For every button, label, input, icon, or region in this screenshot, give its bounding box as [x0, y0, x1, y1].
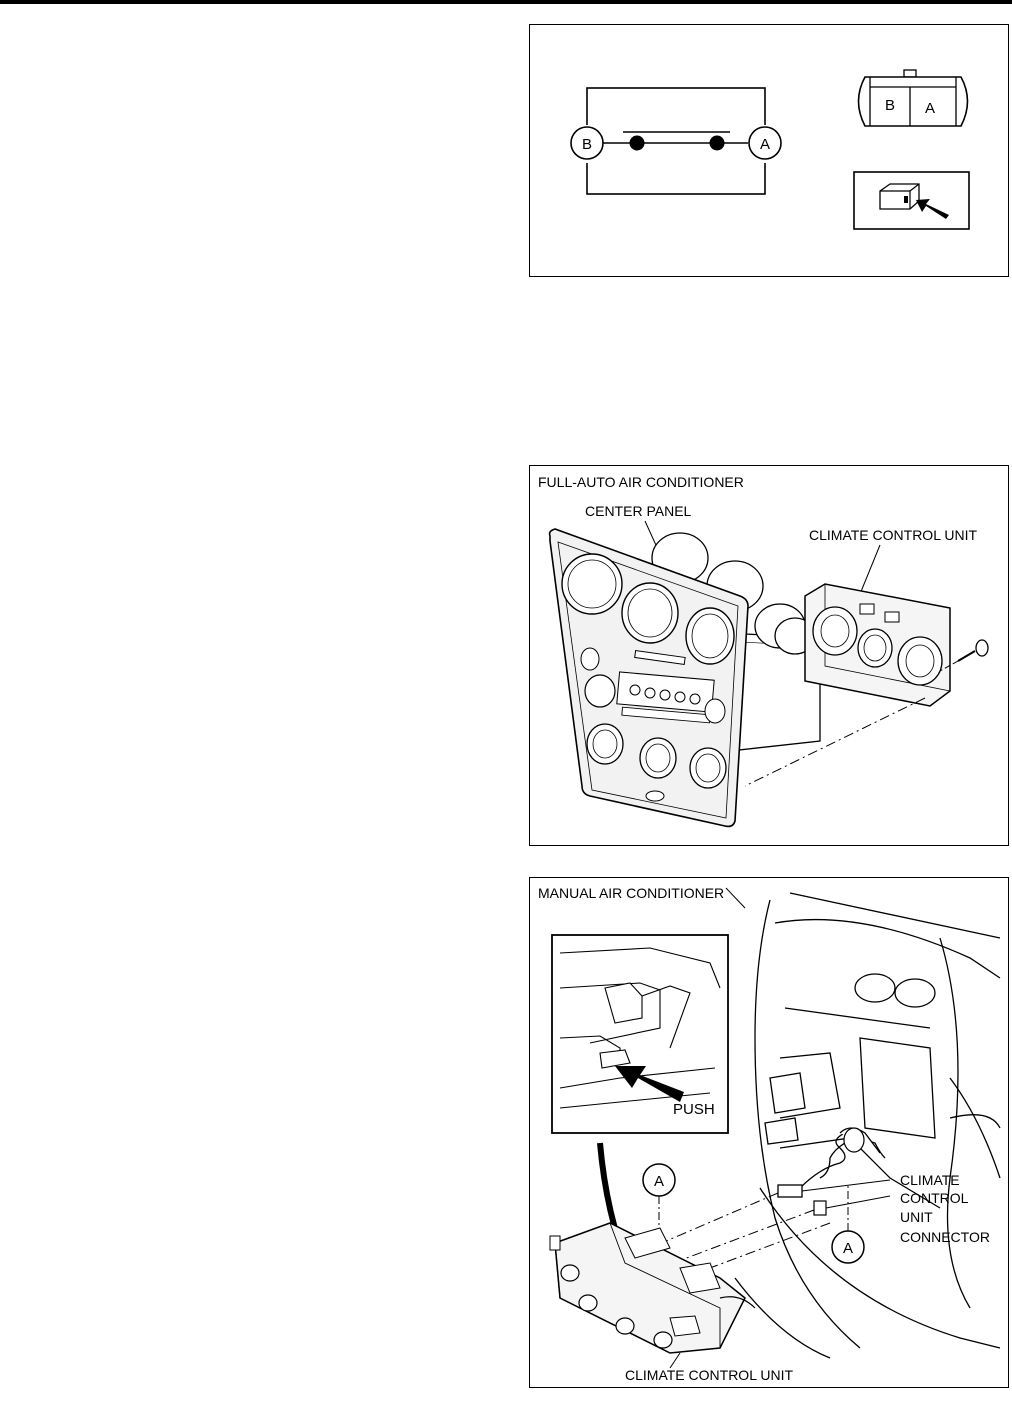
connector-label-line2: CONTROL [900, 1190, 969, 1206]
terminal-b-label: B [581, 136, 593, 153]
dashboard-opening [735, 893, 1000, 1358]
climate-control-unit [805, 584, 950, 706]
center-panel-label: CENTER PANEL [585, 503, 692, 519]
manual-climate-control-unit [550, 1223, 755, 1353]
figure-terminal-diagram [529, 24, 1009, 277]
switch-box [587, 88, 765, 194]
full-auto-illustration [530, 466, 1010, 847]
climate-control-unit-label: CLIMATE CONTROL UNIT [809, 527, 978, 543]
marker-a-right-label: A [842, 1240, 854, 1257]
connector-label-line1: CLIMATE [900, 1172, 960, 1188]
contact-dot-right [710, 136, 725, 151]
connector-a-label: A [924, 100, 936, 117]
connector-label-line3: UNIT [900, 1209, 933, 1225]
connector-label-line4: CONNECTOR [900, 1229, 990, 1245]
manual-climate-control-unit-label: CLIMATE CONTROL UNIT [625, 1367, 794, 1383]
connector-view-icon [854, 172, 969, 229]
connector-face [859, 70, 968, 126]
terminal-a-label: A [759, 136, 771, 153]
manual-illustration [530, 878, 1010, 1389]
full-auto-title: FULL-AUTO AIR CONDITIONER [538, 474, 744, 490]
marker-a-top-label: A [653, 1173, 665, 1190]
manual-title: MANUAL AIR CONDITIONER [538, 885, 725, 901]
figure-full-auto [529, 465, 1009, 846]
terminal-diagram-svg [530, 25, 1010, 278]
push-label: PUSH [673, 1101, 715, 1118]
screw-icon [958, 640, 988, 661]
connector-b-label: B [884, 97, 896, 114]
contact-dot-left [630, 136, 645, 151]
top-rule [0, 0, 1012, 4]
figure-manual [529, 877, 1009, 1388]
